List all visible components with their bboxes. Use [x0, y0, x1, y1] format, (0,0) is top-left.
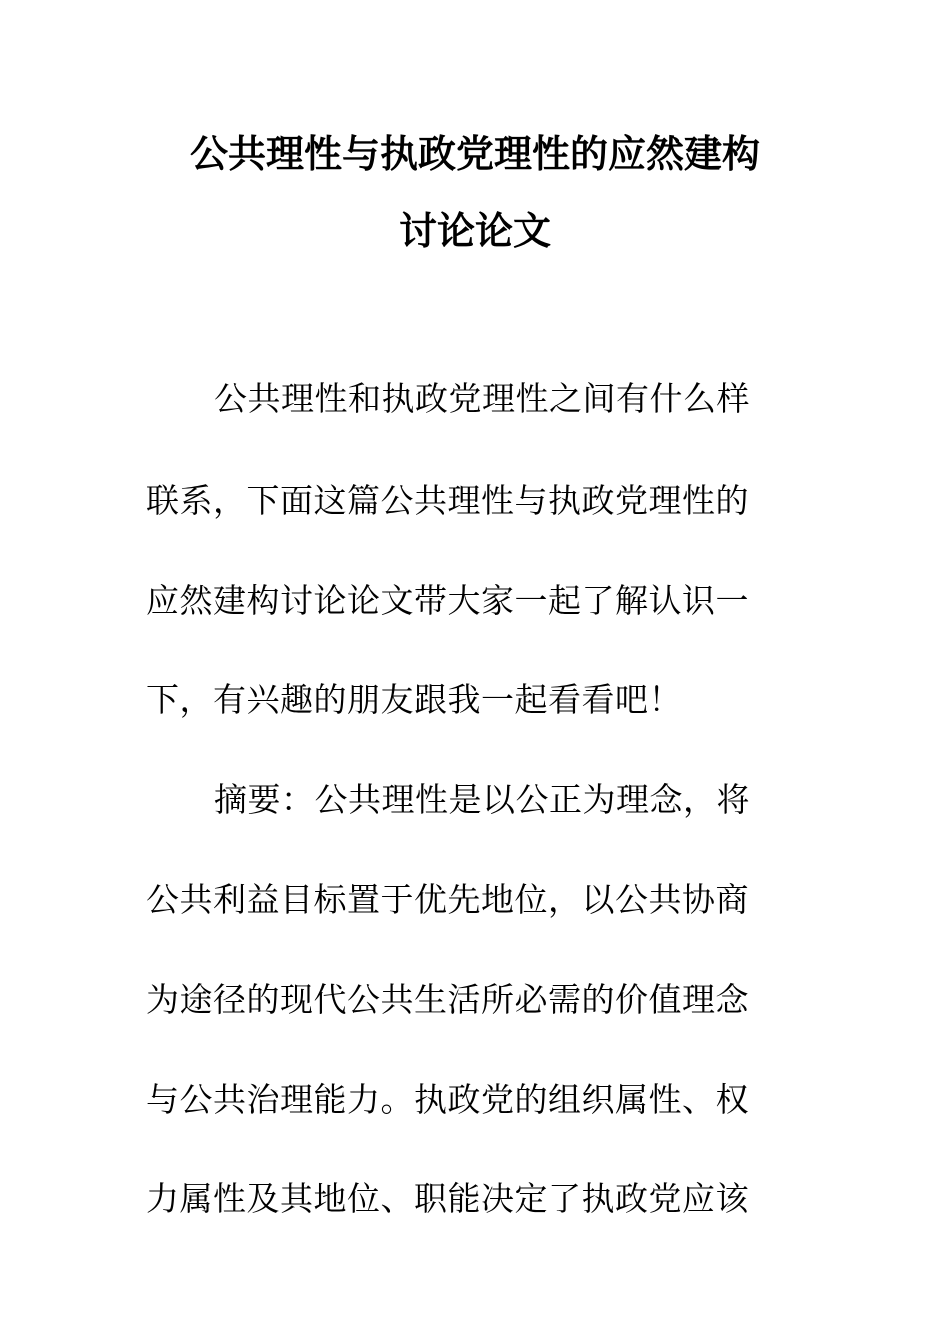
- paragraph-1-line-3: 应然建构讨论论文带大家一起了解认识一: [146, 581, 749, 620]
- paragraph-2-line-2: 公共利益目标置于优先地位，以公共协商: [146, 880, 749, 919]
- paragraph-1-line-1: 公共理性和执政党理性之间有什么样: [214, 379, 750, 418]
- paragraph-2-line-4: 与公共治理能力。执政党的组织属性、权: [146, 1080, 749, 1119]
- paragraph-2-line-1: 摘要：公共理性是以公正为理念，将: [214, 780, 750, 819]
- paragraph-1-line-4: 下，有兴趣的朋友跟我一起看看吧！: [146, 680, 682, 719]
- paragraph-2-line-5: 力属性及其地位、职能决定了执政党应该: [146, 1179, 749, 1218]
- paragraph-2-line-3: 为途径的现代公共生活所必需的价值理念: [146, 980, 749, 1019]
- document-title-line-1: 公共理性与执政党理性的应然建构: [189, 131, 760, 176]
- paragraph-1-line-2: 联系，下面这篇公共理性与执政党理性的: [146, 481, 749, 520]
- document-title-line-2: 讨论论文: [398, 208, 551, 253]
